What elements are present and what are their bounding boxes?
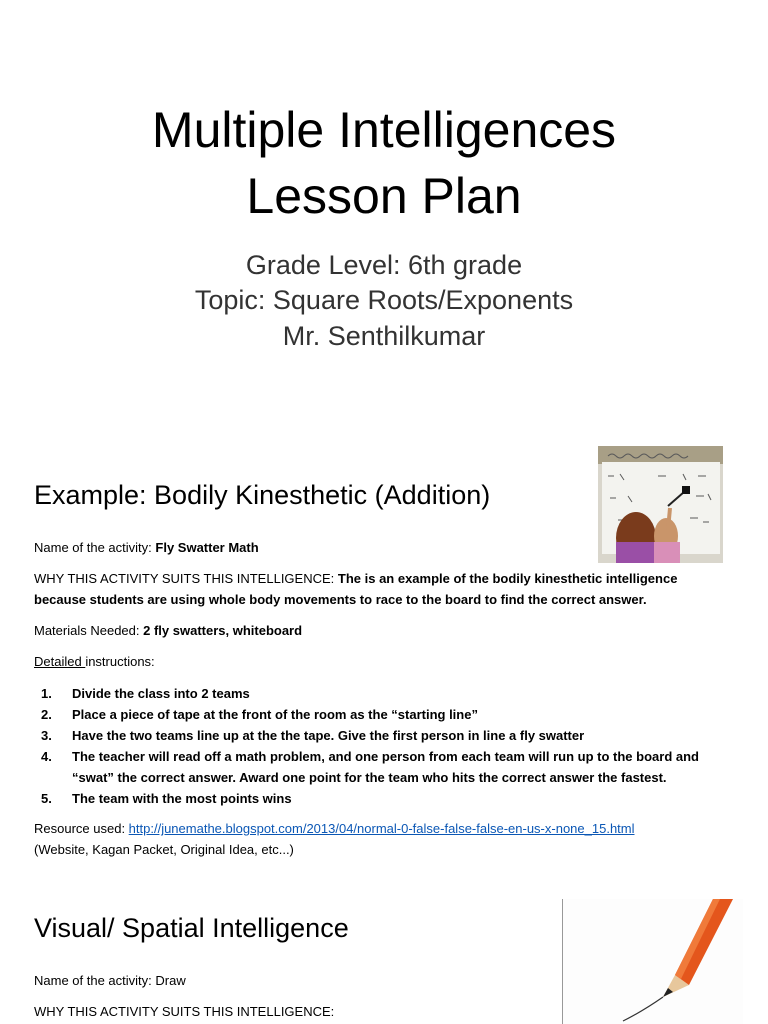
list-item-number: 3. [41,728,52,743]
list-item [34,788,724,809]
why-label-2: WHY THIS ACTIVITY SUITS THIS INTELLIGENCE: [34,1004,335,1019]
activity-name-line [34,537,724,558]
list-item-number: 5. [41,791,52,806]
why-text: The is an example of the bodily kinesthetic intelligence because students are using whole body movements to race to the board to find the correct answer. [34,571,678,607]
activity-name-line-2 [34,970,724,991]
list-item-text: Have the two teams line up at the the tape. Give the first person in line a fly swatter [72,728,585,743]
list-item [34,683,724,704]
topic: Topic: Square Roots/Exponents [194,285,574,315]
activity-name-value-2: Draw [155,973,186,988]
list-item [34,725,724,746]
resource-line [34,818,724,839]
activity-name-label-2: Name of the activity: [34,973,156,988]
list-item-text: The team with the most points wins [72,791,292,806]
list-item-text: The teacher will read off a math problem, and one person from each team will run up to the board and “swat” the correct answer. Award one point for the team who hits the correct answer the fastest. [72,749,699,785]
list-item-text: Place a piece of tape at the front of the room as the “starting line” [72,707,478,722]
instructions-list [34,683,724,809]
teacher-name: Mr. Senthilkumar [282,321,486,351]
list-item-number: 1. [41,686,52,701]
activity-name-value: Fly Swatter Math [155,540,259,555]
materials-value: 2 fly swatters, whiteboard [143,623,303,638]
list-item-number: 4. [41,749,52,764]
grade-level: Grade Level: 6th grade [245,250,523,280]
resource-link[interactable]: http://junemathe.blogspot.com/2013/04/normal-0-false-false-false-en-us-x-none_15.html [128,821,635,836]
list-item [34,704,724,725]
materials-label: Materials Needed: [34,623,144,638]
section-heading-visual-spatial: Visual/ Spatial Intelligence [34,913,349,943]
why-label: WHY THIS ACTIVITY SUITS THIS INTELLIGENCE: [34,571,338,586]
resource-note: (Website, Kagan Packet, Original Idea, etc...) [34,842,294,857]
activity-name-label: Name of the activity: [34,540,156,555]
list-item [34,746,724,788]
list-item-text: Divide the class into 2 teams [72,686,250,701]
instructions-underlined-word: Detailed [34,654,86,669]
materials-line [34,620,724,641]
list-item-number: 2. [41,707,52,722]
instructions-label-line [34,651,724,672]
resource-label: Resource used: [34,821,129,836]
instructions-label: instructions: [85,654,155,669]
title-line-2: Lesson Plan [246,168,522,224]
title-line-1: Multiple Intelligences [151,102,617,158]
section-heading-bodily-kinesthetic: Example: Bodily Kinesthetic (Addition) [34,480,491,510]
why-paragraph [34,568,724,610]
